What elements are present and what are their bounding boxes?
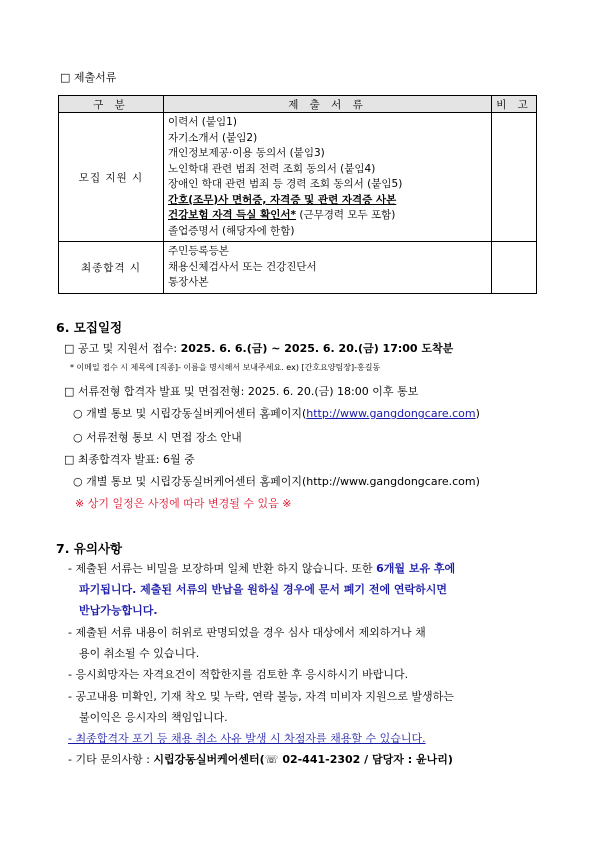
note-4-line-a: - 공고내용 미확인, 기재 착오 및 누락, 연락 불능, 자격 미비자 지원으로 발생하는 <box>68 690 454 703</box>
row-items-apply <box>164 113 492 242</box>
list-item-insurance <box>168 208 487 224</box>
note-2-line-a: - 제출된 서류 내용이 허위로 판명되었을 경우 심사 대상에서 제외하거나 채 <box>68 626 426 639</box>
note-6 <box>68 751 453 767</box>
schedule-line-interview: □ 서류전형 합격자 발표 및 면접전형: 2025. 6. 20.(금) 18:00 이후 통보 <box>64 385 419 398</box>
list-item: 노인학대 관련 범죄 전력 조회 동의서 (붙임4) <box>168 162 376 175</box>
note-2-line-b: 용이 취소될 수 있습니다. <box>79 647 200 660</box>
schedule-heading: 6. 모집일정 <box>56 320 123 335</box>
note-6-org: 시립강동실버케어센터( <box>153 753 265 766</box>
table-row <box>59 113 537 242</box>
note-1-line-b: 파기됩니다. 제출된 서류의 반납을 원하실 경우에 문서 폐기 전에 연락하시면 <box>79 583 448 596</box>
list-item: 졸업증명서 (해당자에 한함) <box>168 224 295 237</box>
list-item: 개인정보제공·이용 동의서 (붙임3) <box>168 147 325 159</box>
note-1-text: - 제출된 서류는 비밀을 보장하며 일체 반환 하지 않습니다. 또한 <box>68 562 377 575</box>
list-item: 장애인 학대 관련 범죄 등 경력 조회 동의서 (붙임5) <box>168 178 403 190</box>
documents-table <box>58 95 537 294</box>
schedule-warning: ※ 상기 일정은 사정에 따라 변경될 수 있음 ※ <box>75 497 292 510</box>
application-label: □ 공고 및 지원서 접수: <box>64 342 181 355</box>
header-documents: 제 출 서 류 <box>164 96 492 113</box>
schedule-line-application <box>64 340 453 356</box>
application-period: 2025. 6. 6.(금) ~ 2025. 6. 20.(금) 17:00 도착분 <box>180 342 454 355</box>
phone-icon: ☏ <box>264 753 279 766</box>
row-note-apply <box>492 113 537 242</box>
email-note: * 이메일 접수 시 제목에 [직종]- 이름을 명시해서 보내주세요. ex) [간호요양팀장]-홍길동 <box>70 363 381 372</box>
list-item: 자기소개서 (붙임2) <box>168 131 258 144</box>
schedule-sub-notice <box>73 405 480 421</box>
note-6-label: - 기타 문의사항 : <box>68 753 154 766</box>
row-note-final <box>492 242 537 294</box>
notes-heading: 7. 유의사항 <box>56 541 123 556</box>
note-3: - 응시희망자는 자격요건이 적합한지를 검토한 후 응시하시기 바랍니다. <box>68 668 409 681</box>
table-header-row <box>59 96 537 113</box>
row-items-final <box>164 242 492 294</box>
list-item: 채용신체검사서 또는 건강진단서 <box>168 260 317 273</box>
docs-section-title: □ 제출서류 <box>60 71 117 84</box>
list-item-license: 간호(조무)사 면허증, 자격증 및 관련 자격증 사본 <box>168 193 397 206</box>
schedule-sub-interview-place: ○ 서류전형 통보 시 면접 장소 안내 <box>73 431 242 444</box>
note-5: - 최종합격자 포기 등 채용 취소 사유 발생 시 차점자를 채용할 수 있습니다. <box>68 732 426 745</box>
table-row <box>59 242 537 294</box>
schedule-line-final: □ 최종합격자 발표: 6월 중 <box>64 453 195 466</box>
notice-text: ○ 개별 통보 및 시립강동실버케어센터 홈페이지( <box>73 407 307 420</box>
row-category-final: 최종합격 시 <box>59 242 164 294</box>
list-item: 이력서 (붙임1) <box>168 116 237 128</box>
insurance-note: (근무경력 모두 포함) <box>296 209 396 221</box>
note-6-contact: 02-441-2302 / 담당자 : 윤나리) <box>278 753 453 766</box>
note-1-line-a <box>68 560 455 576</box>
note-1-line-c: 반납가능합니다. <box>79 604 158 617</box>
notice-close: ) <box>475 407 480 420</box>
note-1-highlight: 6개월 보유 후에 <box>376 562 456 575</box>
schedule-sub-final-notice: ○ 개별 통보 및 시립강동실버케어센터 홈페이지(http://www.gangdongcare.com) <box>73 475 480 488</box>
insurance-label: 건강보험 자격 득실 확인서* <box>168 209 297 221</box>
list-item: 통장사본 <box>168 276 209 288</box>
homepage-link[interactable]: http://www.gangdongcare.com <box>306 407 476 420</box>
note-4-line-b: 불이익은 응시자의 책임입니다. <box>79 711 228 724</box>
header-note: 비 고 <box>492 96 537 113</box>
list-item: 주민등록등본 <box>168 245 229 257</box>
row-category-apply: 모집 지원 시 <box>59 113 164 242</box>
header-category: 구 분 <box>59 96 164 113</box>
